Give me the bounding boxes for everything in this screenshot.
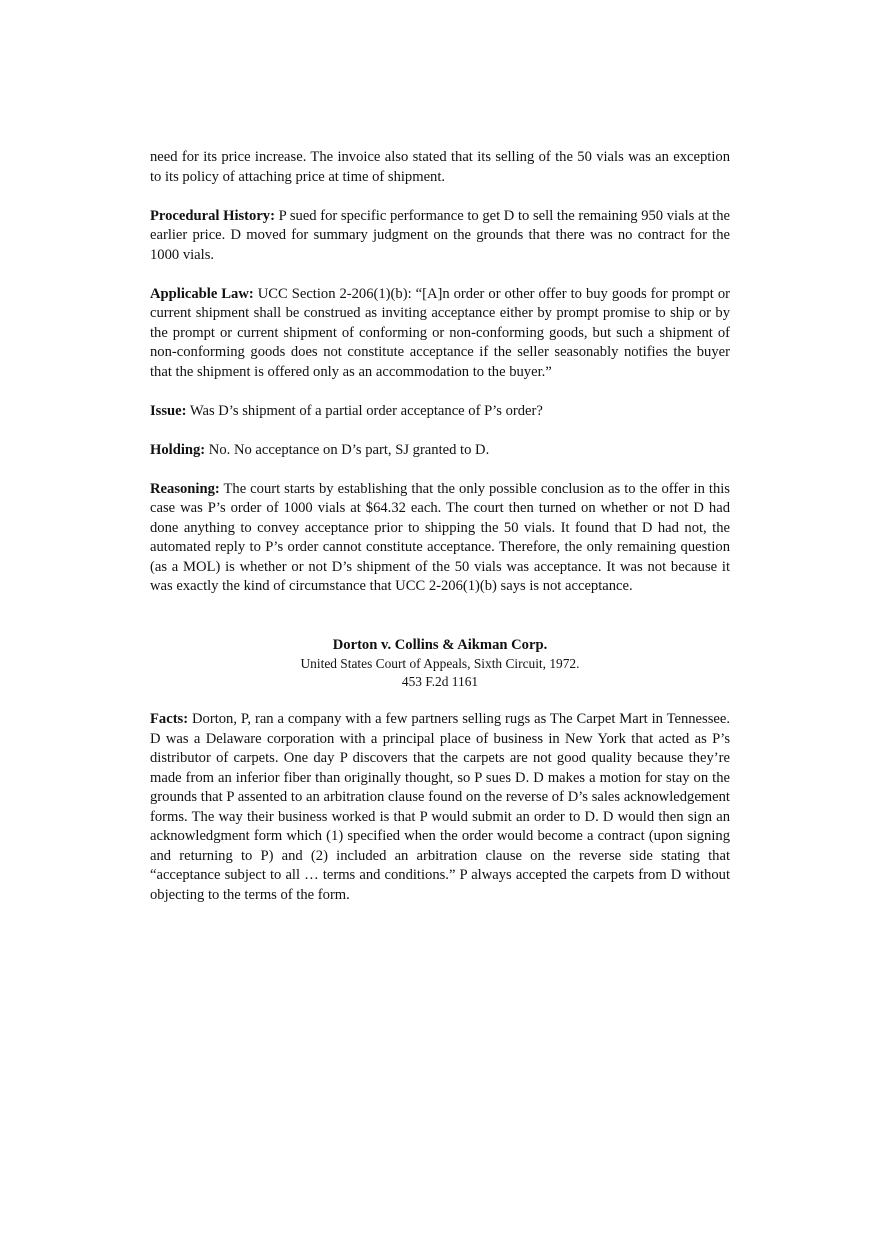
case-citation: 453 F.2d 1161 [401, 673, 479, 689]
procedural-history-text: P sued for specific performance to get D to sell the remaining 950 vials at the earlier price. D moved for summary judgment on the grounds that there was no contract for the 1000 vials. [150, 207, 730, 263]
issue-label: Issue: [150, 402, 187, 419]
holding-text: No. No acceptance on D’s part, SJ granted to D. [205, 441, 490, 458]
case-header [150, 636, 730, 691]
procedural-history-paragraph [150, 207, 730, 266]
facts-label: Facts: [150, 711, 189, 727]
issue-paragraph [150, 402, 730, 422]
issue-text: Was D’s shipment of a partial order acceptance of P’s order? [186, 402, 543, 419]
applicable-law-text: UCC Section 2-206(1)(b): “[A]n order or other offer to buy goods for prompt or current shipment shall be construed as inviting acceptance either by prompt promise to ship or by the prompt or current shipment of conforming or non-conforming goods, but such a shipment of non-conforming goods does not constitute acceptance if the seller seasonably notifies the buyer that the shipment is offered only as an accommodation to the buyer.” [150, 285, 730, 380]
applicable-law-paragraph [150, 285, 730, 383]
case-title: Dorton v. Collins & Aikman Corp. [332, 636, 548, 653]
continuation-paragraph [150, 148, 730, 187]
document-page [150, 148, 730, 925]
case-court: United States Court of Appeals, Sixth Circuit, 1972. [300, 655, 580, 671]
reasoning-paragraph [150, 480, 730, 597]
reasoning-text: The court starts by establishing that the only possible conclusion as to the offer in this case was P’s order of 1000 vials at $64.32 each. The court then turned on whether or not D had done anything to convey acceptance prior to shipping the 50 vials. It found that D had not, the automated reply to P’s order cannot constitute acceptance. Therefore, the only remaining question (as a MOL) is whether or not D’s shipment of the 50 vials was acceptance. It was not because it was exactly the kind of circumstance that UCC 2-206(1)(b) says is not acceptance. [150, 480, 730, 594]
continuation-text: need for its price increase. The invoice also stated that its selling of the 50 vials was an exception to its policy of attaching price at time of shipment. [150, 149, 730, 185]
procedural-history-label: Procedural History: [150, 207, 275, 224]
holding-paragraph [150, 441, 730, 461]
facts-text: Dorton, P, ran a company with a few partners selling rugs as The Carpet Mart in Tennessee. D was a Delaware corporation with a principal place of business in New York that acted as P’s distributor of carpets. One day P discovers that the carpets are not good quality because they’re made from an inferior fiber than originally thought, so P sues D. D makes a motion for stay on the grounds that P assented to an arbitration clause found on the reverse of D’s sales acknowledgement forms. The way their business worked is that P would submit an order to D. D would then sign an acknowledgment form which (1) specified when the order would become a contract (upon signing and returning to P) and (2) included an arbitration clause on the reverse side stating that “acceptance subject to all … terms and conditions.” P always accepted the carpets from D without objecting to the terms of the form. [150, 711, 730, 903]
applicable-law-label: Applicable Law: [150, 285, 254, 302]
holding-label: Holding: [150, 441, 206, 458]
facts-paragraph [150, 710, 730, 905]
reasoning-label: Reasoning: [150, 480, 220, 497]
